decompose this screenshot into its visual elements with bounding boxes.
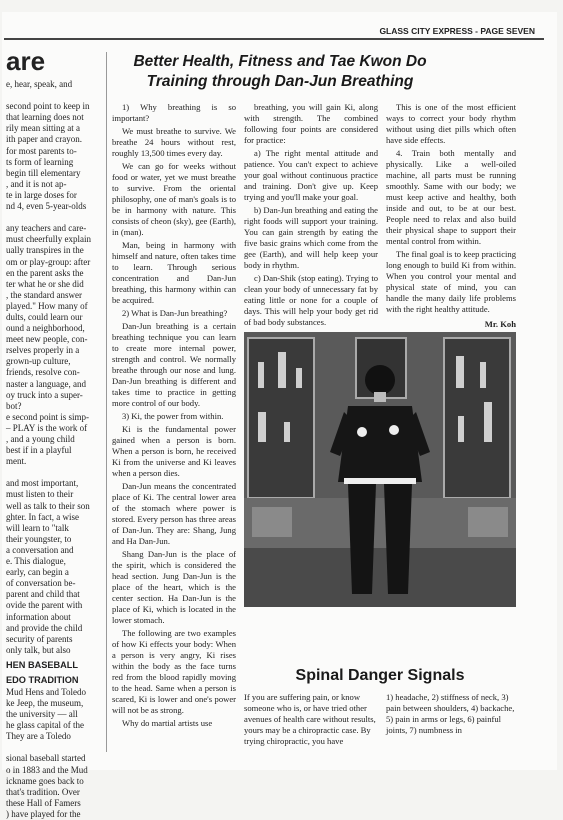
fragment-line: grown-up culture, [6,356,71,367]
fragment-line: , the standard answer [6,289,82,300]
fragment-title: are [6,46,46,76]
fragment-text [6,79,102,656]
fragment-line: ts form of learning [6,156,74,167]
fragment-line: will learn to "talk [6,522,69,533]
fragment-line: e. This dialogue, [6,556,66,567]
fragment-line: that's tradition. Over [6,786,80,797]
fragment-line: for most parents to- [6,145,77,156]
column-divider [106,52,107,752]
article-paragraph: The following are two examples of how Ki effects your body: When a person is very angry, Ki rises within the body as the face turns red from the blood rapidly moving to the head. Same when a person is scared, Ki is lower and one's power will not be as strong. [112,628,236,715]
article-paragraph: Man, being in harmony with himself and nature, often takes time to learn. Through serious concentration and Dan-Jun breathing, this harmony within can be acquired. [112,240,236,305]
fragment-line: early, can begin a [6,567,69,578]
masthead: GLASS CITY EXPRESS - PAGE SEVEN [379,26,535,36]
fragment-line [6,212,102,223]
fragment-line: bot? [6,400,22,411]
fragment-heading [6,660,102,687]
fragment-line: and provide the child [6,622,83,633]
fragment-line: ound a neighborhood, [6,323,85,334]
article-column-3 [386,102,516,328]
fragment-line: well as talk to their son [6,500,90,511]
fragment-line: ith paper and crayon. [6,134,82,145]
fragment-text-2 [6,687,102,820]
fragment-line: ment. [6,456,27,467]
fragment-line: om or play-group: after [6,256,91,267]
newspaper-page [2,12,557,819]
fragment-line: dults, could learn our [6,311,83,322]
fragment-line: rselves properly in a [6,345,80,356]
article-paragraph: 4. Train both mentally and physically. Like a well-oiled machine, all parts must be running smoothly. Same with our body; we must keep active and healthy, both inside and out, to be at our best. People need to relax and also build their physical shape to support their mental control from within. [386,148,516,246]
article-paragraph: Why do martial artists use [122,718,213,728]
left-fragment-column [6,46,102,819]
article-paragraph: b) Dan-Jun breathing and eating the right foods will support your training. You can gain strength by eating the five basic grains which come from the gee (Earth), and will help keep your body in rhythm. [244,205,378,270]
fragment-line: these Hall of Famers [6,797,81,808]
fragment-line: their youngster, to [6,533,72,544]
article-paragraph: Ki is the fundamental power gained when a person is born. When a person is born, he received Ki from the universe and Ki leaves when a person dies. [112,424,236,478]
fragment-line: Mud Hens and Toledo [6,686,86,697]
fragment-line [6,467,102,478]
article-paragraph: 1) Why breathing is so important? [112,102,236,123]
spinal-text-1: If you are suffering pain, or know someone who is, or have tried other avenues of health care without results, yours may be a chiropractic case. By trying chiropractic, you have [244,692,376,746]
spinal-danger-title: Spinal Danger Signals [295,667,465,684]
article-paragraph: Shang Dan-Jun is the place of the spirit, which is considered the head section. Jung Dan-Jun is the place of the heart, which is the center section. Ha Dan-Jun is the place of Ki, which is located in the lower stomach. [112,549,236,625]
fragment-line: rily mean sitting at a [6,123,80,134]
article-paragraph: 2) What is Dan-Jun breathing? [122,308,228,318]
fragment-line: , and a young child [6,434,75,444]
fragment-line: e, hear, speak, and [6,79,73,89]
fragment-line: of conversation be- [6,578,76,589]
fragment-line: e second point is simp- [6,411,89,422]
photo-illustration [244,332,516,607]
fragment-line: ually transpires in the [6,245,84,256]
fragment-heading-line: HEN BASEBALL [6,659,78,670]
article-paragraph: Dan-Jun means the concentrated place of Ki. The central lower area of the stomach where power is stored. Every person has three areas of Dan-Jun. They are: Shang, Jung and Ha Dan-Jun. [112,481,236,546]
fragment-line: oy truck into a super- [6,389,83,400]
fragment-line: a conversation and [6,544,74,555]
article-paragraph: a) The right mental attitude and patience. You can't expect to achieve your goal without continuous practice and training. Don't give up. Keep trying and you'll make your goal. [244,148,378,202]
header-rule [4,38,544,40]
fragment-line: – PLAY is the work of [6,422,88,433]
fragment-line: begin till elementary [6,167,81,178]
fragment-line: the university — all [6,709,78,720]
fragment-line: en the parent asks the [6,267,84,278]
fragment-line: ghter. In fact, a wise [6,511,79,522]
fragment-line: any teachers and care- [6,223,87,234]
fragment-line: he glass capital of the [6,720,84,731]
fragment-line: must cheerfully explain [6,234,91,245]
article-paragraph: c) Dan-Shik (stop eating). Trying to clean your body of unnecessary fat by eating little or none for a couple of days. This will help your body get rid of bad body substances. [244,273,378,327]
article-paragraph: 3) Ki, the power from within. [122,411,224,421]
fragment-line: only talk, but also [6,644,71,655]
fragment-line: and most important, [6,478,79,489]
fragment-line: security of parents [6,633,73,644]
fragment-heading-line: EDO TRADITION [6,675,79,686]
fragment-line: second point to keep in [6,101,90,112]
fragment-line: parent and child that [6,589,80,600]
fragment-line: ickname goes back to [6,775,84,786]
article-paragraph: Dan-Jun breathing is a certain breathing technique you can learn to create more internal power, strength and control. We normally breathe through our nose and lung. Dan-Jun breathing is different and takes time to practice in getting more control of our body. [112,321,236,408]
article-paragraph: breathing, you will gain Ki, along with strength. The combined following four points are considered for practice: [244,102,378,145]
fragment-line [6,90,102,101]
fragment-line: friends, resolve con- [6,367,80,378]
article-paragraph: The final goal is to keep practicing long enough to build Ki from within. When you control your mental and physical state of mind, you can handle the many daily life problems with the right healthy attitude. [386,249,516,314]
fragment-line: ) have played for the [6,808,81,819]
spinal-column-1 [244,692,379,764]
fragment-line: that learning does not [6,112,84,123]
fragment-line: , and it is not ap- [6,178,67,189]
article-column-2 [244,102,378,328]
fragment-line: te in large doses for [6,189,77,200]
fragment-line [6,742,102,753]
fragment-line: They are a Toledo [6,731,71,742]
fragment-line: ter what he or she did [6,278,84,289]
fragment-line: information about [6,611,71,622]
fragment-line: best if in a playful [6,445,72,456]
fragment-line: o in 1883 and the Mud [6,764,88,775]
fragment-line: ovide the parent with [6,600,83,611]
fragment-line: sional baseball started [6,753,86,764]
article-paragraph: We must breathe to survive. We breathe 24 hours without rest, roughly 13,500 times every day. [112,126,236,158]
article-headline: Better Health, Fitness and Tae Kwon Do Training through Dan-Jun Breathing [133,53,427,90]
fragment-line: nd 4, even 5-year-olds [6,201,87,212]
martial-artist-photo [244,332,516,607]
fragment-line: played." How many of [6,300,88,311]
fragment-line: ke Jeep, the museum, [6,697,84,708]
article-paragraph: We can go for weeks without food or water, yet we must breathe to survive. From the oriental philosophy, one of man's goals is to be in harmony with nature. This consists of cheon (sky), gee (Earth), in (man). [112,161,236,237]
fragment-line: must listen to their [6,489,74,500]
author-signature: Mr. Koh [484,319,516,329]
fragment-line: meet new people, con- [6,334,88,345]
fragment-line: naster a language, and [6,378,86,389]
article-paragraph: This is one of the most efficient ways to correct your body rhythm without using diet pills which often have side effects. [386,102,516,145]
spinal-text-2: 1) headache, 2) stiffness of neck, 3) pain between shoulders, 4) backache, 5) pain in arms or legs, 6) painful joints, 7) numbness in [386,692,515,735]
spinal-column-2 [386,692,516,764]
article-column-1 [112,102,236,760]
